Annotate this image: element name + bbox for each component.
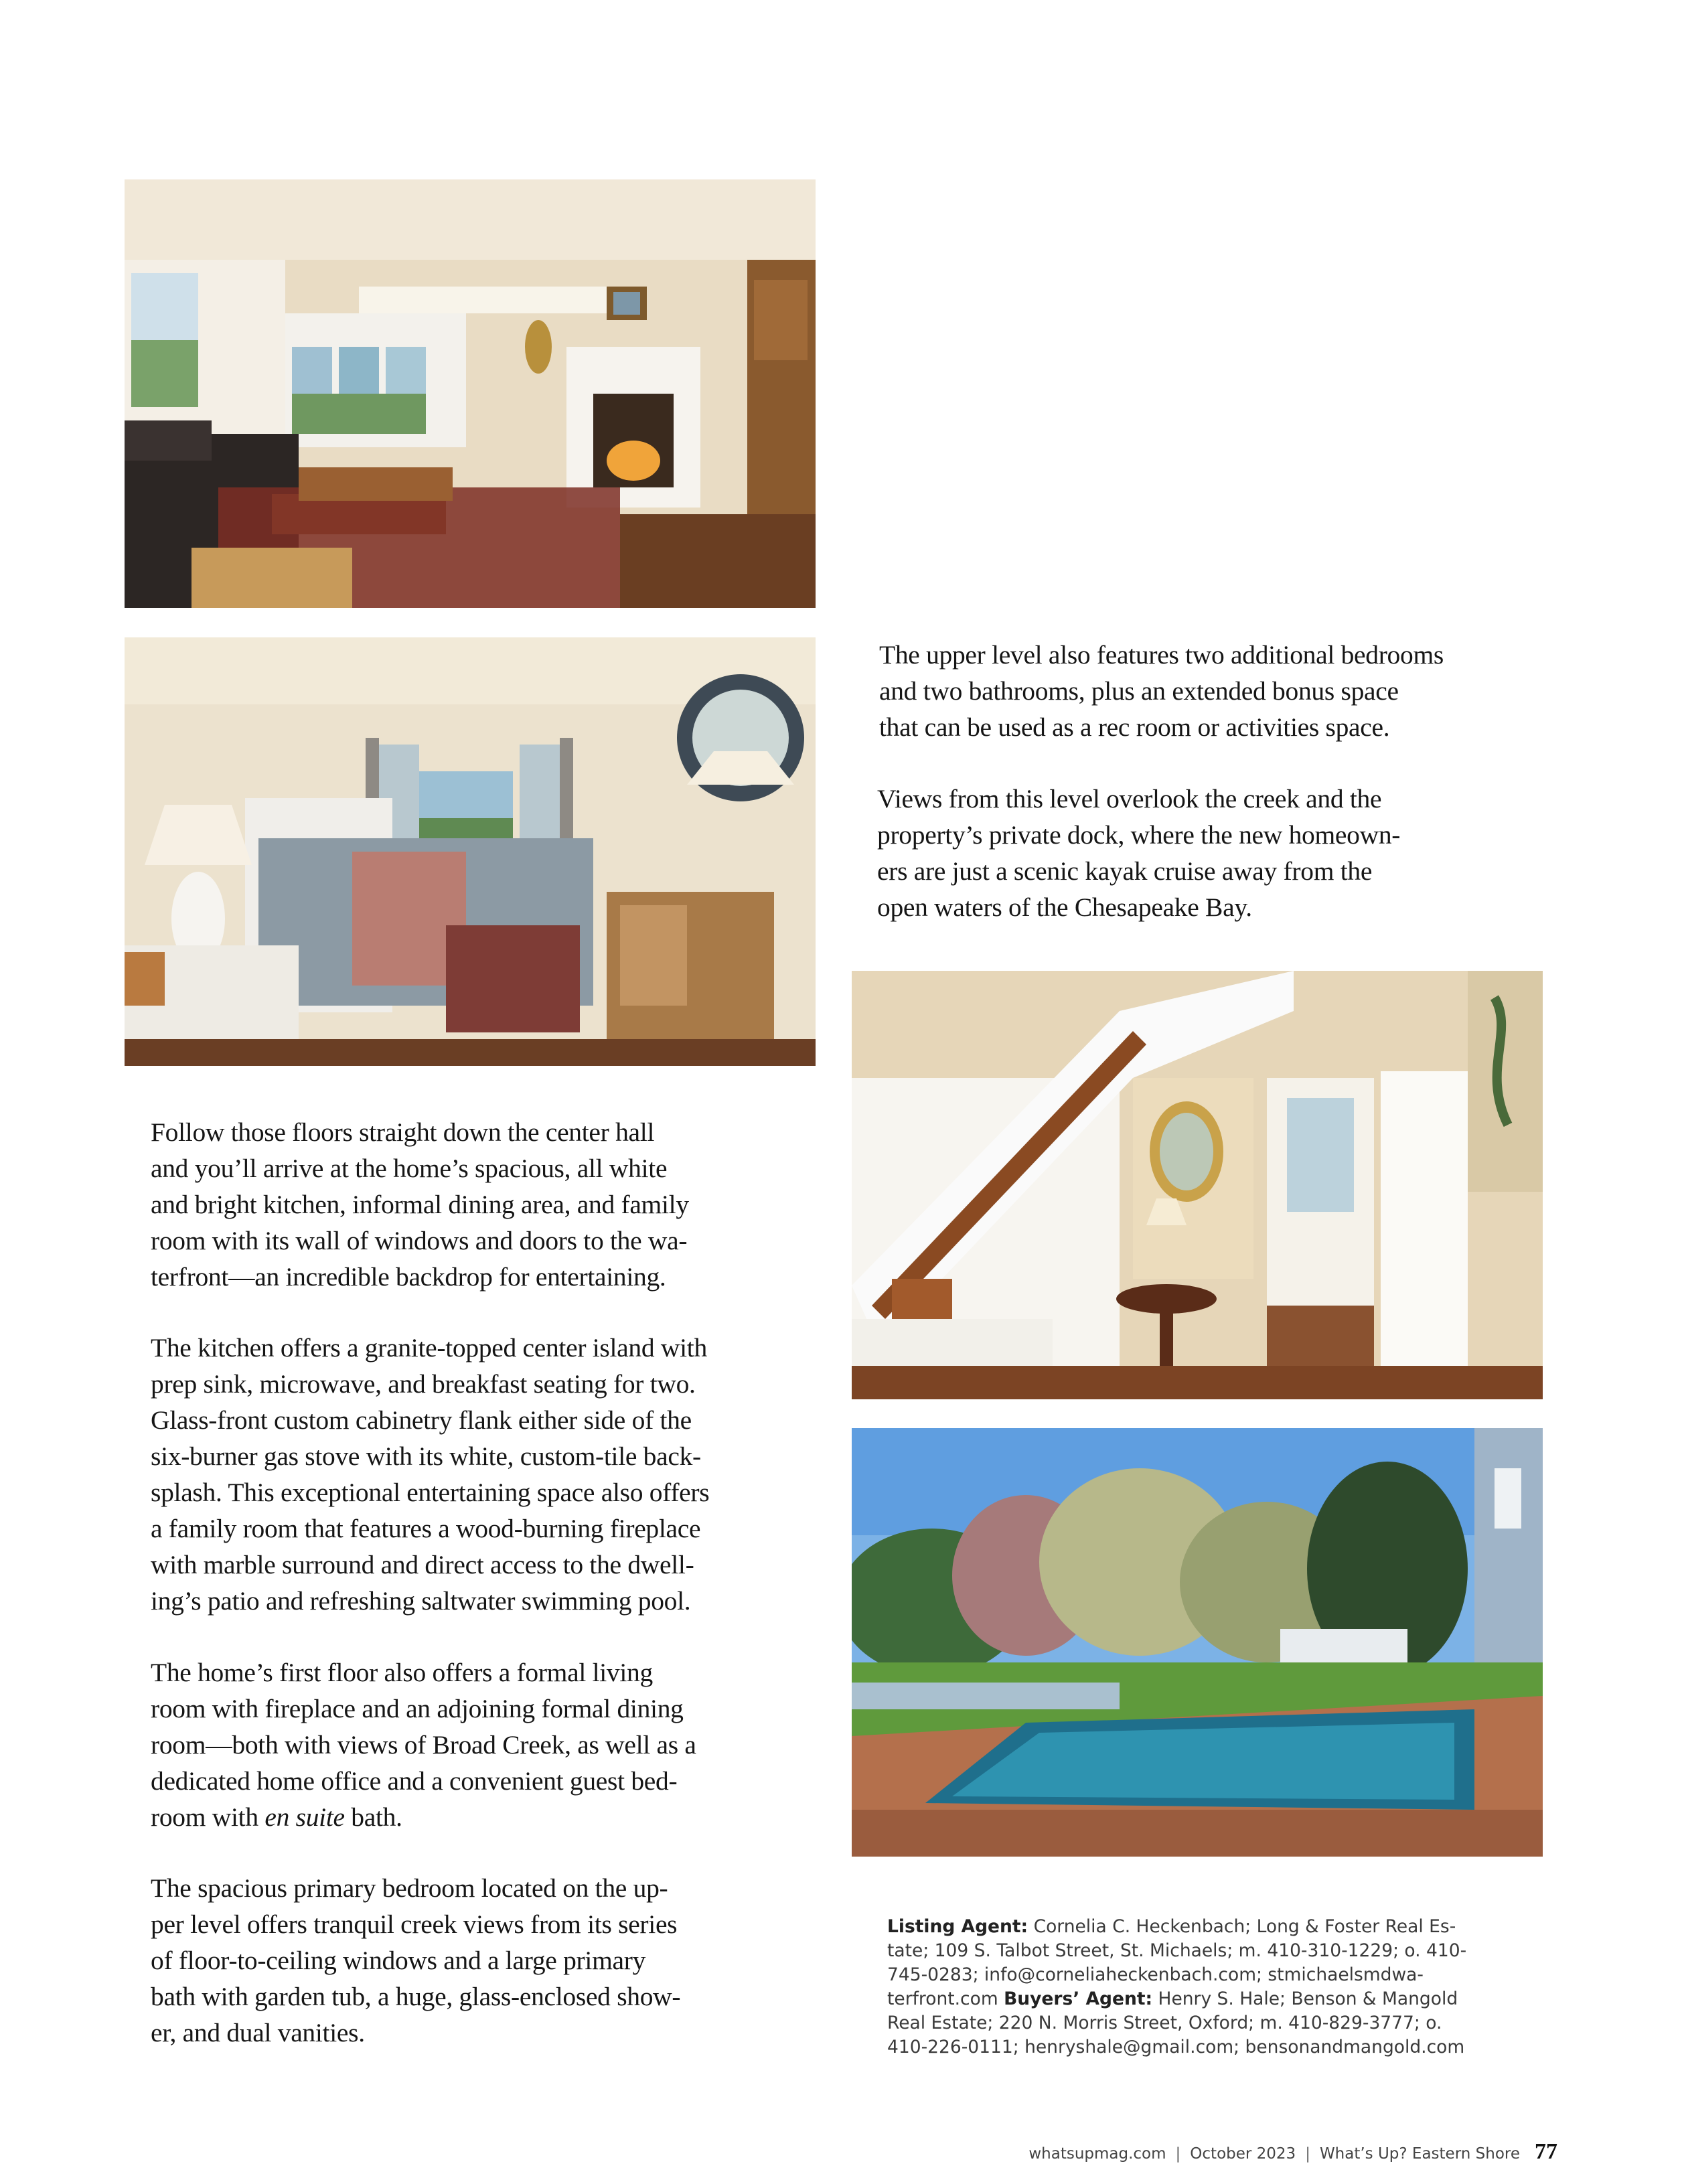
credits-line xyxy=(887,1987,1476,2011)
right-paragraph-2 xyxy=(877,781,1400,925)
text-line: terfront—an incredible backdrop for entertaining. xyxy=(151,1262,666,1292)
text-line: Follow those floors straight down the center hall xyxy=(151,1117,655,1147)
page-footer xyxy=(1028,2139,1557,2165)
italic-term: en suite xyxy=(264,1802,345,1832)
text-fragment: room with xyxy=(151,1802,265,1832)
text-line: a family room that features a wood-burning fireplace xyxy=(151,1514,701,1543)
credits-line: 410-226-0111; henryshale@gmail.com; bensonandmangold.com xyxy=(887,2037,1465,2057)
text-line: The spacious primary bedroom located on the up- xyxy=(151,1873,668,1903)
credits-line xyxy=(887,1915,1476,1939)
agent-credits xyxy=(887,1915,1476,2059)
text-line: and bright kitchen, informal dining area, and family xyxy=(151,1190,689,1219)
pool-photo xyxy=(852,1428,1543,1857)
page-number: 77 xyxy=(1535,2139,1557,2164)
left-paragraph-2 xyxy=(151,1330,709,1619)
text-line: ers are just a scenic kayak cruise away from the xyxy=(877,856,1373,886)
credits-text: Henry S. Hale; Benson & Mangold xyxy=(1152,1988,1458,2009)
footer-separator: | xyxy=(1305,2145,1310,2163)
text-line: er, and dual vanities. xyxy=(151,2018,365,2047)
staircase-photo xyxy=(852,971,1543,1399)
text-fragment: bath. xyxy=(344,1802,402,1832)
footer-separator: | xyxy=(1175,2145,1181,2163)
text-line: room with its wall of windows and doors to the wa- xyxy=(151,1226,688,1255)
left-paragraph-1 xyxy=(151,1114,689,1295)
text-line: and you’ll arrive at the home’s spacious, all white xyxy=(151,1154,668,1183)
text-line: The upper level also features two additional bedrooms xyxy=(879,640,1444,670)
text-line: room—both with views of Broad Creek, as well as a xyxy=(151,1730,696,1760)
left-paragraph-4 xyxy=(151,1870,680,2051)
text-line: bath with garden tub, a huge, glass-enclosed show- xyxy=(151,1982,681,2011)
text-line: ing’s patio and refreshing saltwater swimming pool. xyxy=(151,1586,691,1616)
credits-line: Real Estate; 220 N. Morris Street, Oxford; m. 410-829-3777; o. xyxy=(887,2013,1442,2033)
bedroom-photo xyxy=(125,637,816,1066)
text-line: with marble surround and direct access to the dwell- xyxy=(151,1550,694,1579)
text-line: of floor-to-ceiling windows and a large primary xyxy=(151,1946,646,1975)
credits-text: Cornelia C. Heckenbach; Long & Foster Real Es- xyxy=(1028,1916,1456,1937)
credits-text: terfront.com xyxy=(887,1988,1004,2009)
text-line: Views from this level overlook the creek and the xyxy=(877,784,1382,813)
right-paragraph-1 xyxy=(879,637,1444,745)
credits-line: 745-0283; info@corneliaheckenbach.com; stmichaelsmdwa- xyxy=(887,1964,1424,1985)
listing-agent-label: Listing Agent: xyxy=(887,1916,1028,1937)
text-line: per level offers tranquil creek views from its series xyxy=(151,1909,678,1939)
text-line: The home’s first floor also offers a formal living xyxy=(151,1658,653,1687)
footer-publication: What’s Up? Eastern Shore xyxy=(1319,2145,1520,2163)
text-line: and two bathrooms, plus an extended bonus space xyxy=(879,676,1399,706)
text-line: that can be used as a rec room or activities space. xyxy=(879,712,1390,742)
text-line: property’s private dock, where the new homeown- xyxy=(877,820,1401,850)
text-line: Glass-front custom cabinetry flank either side of the xyxy=(151,1405,692,1435)
living-room-photo xyxy=(125,179,816,608)
text-line: open waters of the Chesapeake Bay. xyxy=(877,892,1252,922)
text-line: prep sink, microwave, and breakfast seating for two. xyxy=(151,1369,696,1399)
footer-issue: October 2023 xyxy=(1190,2145,1296,2163)
text-line xyxy=(151,1799,696,1835)
credits-line: tate; 109 S. Talbot Street, St. Michaels; m. 410-310-1229; o. 410- xyxy=(887,1940,1467,1961)
text-line: six-burner gas stove with its white, custom-tile back- xyxy=(151,1441,701,1471)
left-paragraph-3 xyxy=(151,1654,696,1835)
text-line: splash. This exceptional entertaining space also offers xyxy=(151,1478,710,1507)
text-line: dedicated home office and a convenient guest bed- xyxy=(151,1766,678,1796)
text-line: The kitchen offers a granite-topped center island with xyxy=(151,1333,707,1362)
text-line: room with fireplace and an adjoining formal dining xyxy=(151,1694,684,1723)
footer-site: whatsupmag.com xyxy=(1028,2145,1166,2163)
buyers-agent-label: Buyers’ Agent: xyxy=(1004,1988,1153,2009)
